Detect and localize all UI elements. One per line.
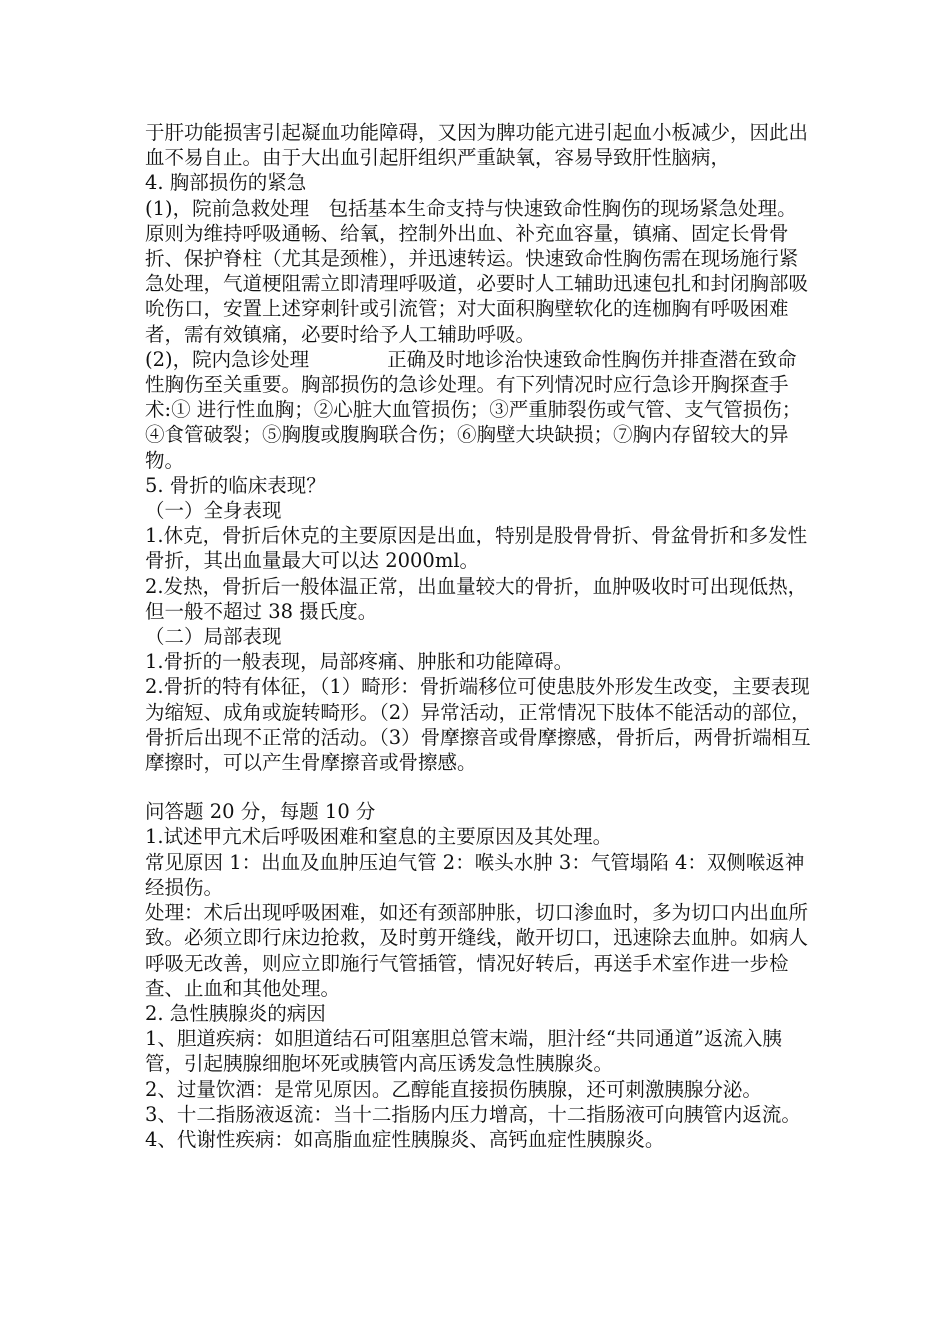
- heading-qa-section: 问答题 20 分，每题 10 分: [145, 800, 376, 824]
- subheading-systemic: （一）全身表现: [145, 499, 282, 523]
- cause-duodenal-reflux: 3、十二指肠液返流：当十二指肠内压力增高，十二指肠液可向胰管内返流。: [145, 1102, 801, 1126]
- paragraph-specific-signs: 2.骨折的特有体征，（1）畸形：骨折端移位可使患肢外形发生改变，主要表现为缩短、成角或旋转畸形。（2）异常活动，正常情况下肢体不能活动的部位，骨折后出现不正常的活动。（3）骨摩擦音或骨摩擦感，骨折后，两骨折端相互摩擦时，可以产生骨摩擦音或骨擦感。: [145, 675, 811, 775]
- cause-alcohol: 2、过量饮酒：是常见原因。乙醇能直接损伤胰腺，还可刺激胰腺分泌。: [145, 1077, 762, 1101]
- cause-biliary: 1、胆道疾病：如胆道结石可阻塞胆总管末端，胆汁经“共同通道”返流入胰管，引起胰腺细胞坏死或胰管内高压诱发急性胰腺炎。: [145, 1027, 782, 1076]
- cause-metabolic: 4、代谢性疾病：如高脂血症性胰腺炎、高钙血症性胰腺炎。: [145, 1127, 665, 1151]
- heading-fracture-signs: 5. 骨折的临床表现？: [145, 473, 326, 497]
- answer-1-treatment: 处理：术后出现呼吸困难，如还有颈部肿胀，切口渗血时，多为切口内出血所致。必须立即行床边抢救，及时剪开缝线，敞开切口，迅速除去血肿。如病人呼吸无改善，则应立即施行气管插管，情况好转后，再送手术室作进一步检查、止血和其他处理。: [145, 901, 809, 1000]
- blank-line: [145, 775, 815, 799]
- document-page: [145, 120, 815, 1152]
- paragraph-prehospital-care: (1)，院前急救处理 包括基本生命支持与快速致命性胸伤的现场紧急处理。原则为维持呼吸通畅、给氧，控制外出血、补充血容量，镇痛、固定长骨骨折、保护脊柱（尤其是颈椎），并迅速转运。快速致命性胸伤需在现场施行紧急处理，气道梗阻需立即清理呼吸道，必要时人工辅助迅速包扎和封闭胸部吸吮伤口，安置上述穿刺针或引流管；对大面积胸壁软化的连枷胸有呼吸困难者，需有效镇痛，必要时给予人工辅助呼吸。: [145, 196, 809, 346]
- paragraph-general-signs: 1.骨折的一般表现，局部疼痛、肿胀和功能障碍。: [145, 650, 574, 674]
- heading-chest-injury: 4. 胸部损伤的紧急: [145, 171, 307, 195]
- paragraph-fever: 2.发热，骨折后一般体温正常，出血量较大的骨折，血肿吸收时可出现低热，但一般不超过 38 摄氏度。: [145, 574, 808, 623]
- question-1: 1.试述甲亢术后呼吸困难和窒息的主要原因及其处理。: [145, 825, 613, 849]
- question-2: 2. 急性胰腺炎的病因: [145, 1001, 326, 1025]
- answer-1-causes: 常见原因 1：出血及血肿压迫气管 2：喉头水肿 3：气管塌陷 4：双侧喉返神经损伤。: [145, 850, 805, 899]
- paragraph-hospital-emergency: (2)，院内急诊处理 正确及时地诊治快速致命性胸伤并排查潜在致命性胸伤至关重要。胸部损伤的急诊处理。有下列情况时应行急诊开胸探查手术:① 进行性血胸；②心脏大血管损伤；③严重肺裂伤或气管、支气管损伤；④食管破裂；⑤胸腹或腹胸联合伤；⑥胸壁大块缺损；⑦胸内存留较大的异物。: [145, 347, 802, 472]
- paragraph-liver-bleeding: 于肝功能损害引起凝血功能障碍，又因为脾功能亢进引起血小板减少，因此出血不易自止。由于大出血引起肝组织严重缺氧，容易导致肝性脑病，: [145, 121, 809, 170]
- paragraph-shock: 1.休克，骨折后休克的主要原因是出血，特别是股骨骨折、骨盆骨折和多发性骨折，其出血量最大可以达 2000ml。: [145, 524, 808, 573]
- subheading-local: （二）局部表现: [145, 625, 282, 649]
